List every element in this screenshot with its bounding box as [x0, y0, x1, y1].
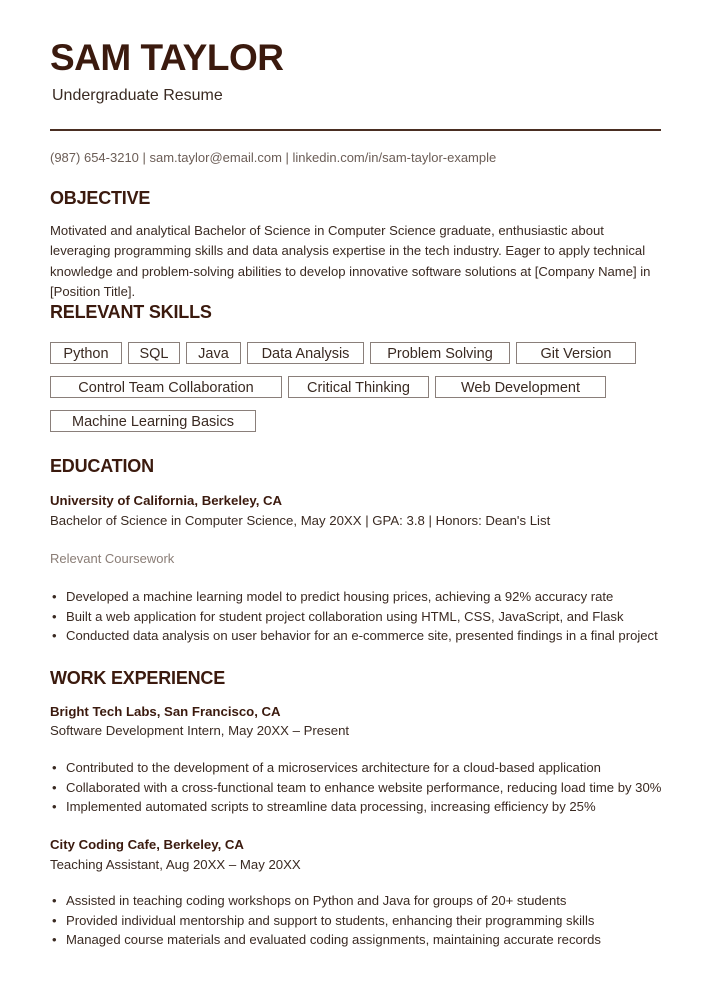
education-heading: EDUCATION	[50, 456, 154, 476]
resume-header	[50, 36, 283, 106]
list-item: • Implemented automated scripts to streamline data processing, increasing efficiency by 25%	[50, 797, 670, 817]
list-item: • Assisted in teaching coding workshops on Python and Java for groups of 20+ students	[50, 891, 670, 911]
job-org: Bright Tech Labs, San Francisco, CA	[50, 704, 281, 719]
skill-tag: Java	[186, 342, 241, 364]
skill-tag: Git Version	[516, 342, 636, 364]
skills-heading: RELEVANT SKILLS	[50, 302, 212, 322]
list-item: • Managed course materials and evaluated coding assignments, maintaining accurate records	[50, 930, 670, 950]
job-bullets	[50, 758, 670, 817]
skill-tag: Data Analysis	[247, 342, 364, 364]
job-role: Teaching Assistant, Aug 20XX – May 20XX	[50, 857, 301, 872]
skill-tag: Web Development	[435, 376, 606, 398]
list-item: • Provided individual mentorship and support to students, enhancing their programming skills	[50, 911, 670, 931]
skill-tag: Problem Solving	[370, 342, 510, 364]
contact-line: (987) 654-3210 | sam.taylor@email.com | linkedin.com/in/sam-taylor-example	[50, 150, 497, 165]
skill-tag: Machine Learning Basics	[50, 410, 256, 432]
list-item: • Collaborated with a cross-functional team to enhance website performance, reducing load time by 30%	[50, 778, 670, 798]
education-degree: Bachelor of Science in Computer Science, May 20XX | GPA: 3.8 | Honors: Dean's List	[50, 513, 551, 528]
skill-tag: Control Team Collaboration	[50, 376, 282, 398]
skills-row	[50, 376, 670, 398]
skill-tag: Python	[50, 342, 122, 364]
skills-list	[50, 342, 670, 444]
objective-heading: OBJECTIVE	[50, 188, 151, 208]
work-heading: WORK EXPERIENCE	[50, 668, 226, 688]
education-bullets	[50, 587, 670, 646]
skills-row	[50, 342, 670, 364]
education-school: University of California, Berkeley, CA	[50, 493, 283, 508]
job-org: City Coding Cafe, Berkeley, CA	[50, 837, 244, 852]
resume-subtitle: Undergraduate Resume	[52, 87, 223, 104]
skill-tag: SQL	[128, 342, 180, 364]
job-bullets	[50, 891, 670, 950]
objective-text: Motivated and analytical Bachelor of Science in Computer Science graduate, enthusiastic about leveraging programming skills and data analysis expertise in the tech industry. Eager to apply technical knowledge and problem-solving abilities to develop innovative software solutions at [Company Name] in [Position Title].	[50, 223, 651, 299]
job-role: Software Development Intern, May 20XX – Present	[50, 723, 350, 738]
skill-tag: Critical Thinking	[288, 376, 429, 398]
list-item: • Built a web application for student project collaboration using HTML, CSS, JavaScript, and Flask	[50, 607, 670, 627]
candidate-name: SAM TAYLOR	[50, 37, 284, 78]
header-divider	[50, 129, 661, 131]
list-item: • Developed a machine learning model to predict housing prices, achieving a 92% accuracy rate	[50, 587, 670, 607]
list-item: • Contributed to the development of a microservices architecture for a cloud-based application	[50, 758, 670, 778]
list-item: • Conducted data analysis on user behavior for an e-commerce site, presented findings in a final project	[50, 626, 670, 646]
skills-row	[50, 410, 670, 432]
coursework-label: Relevant Coursework	[50, 551, 175, 566]
